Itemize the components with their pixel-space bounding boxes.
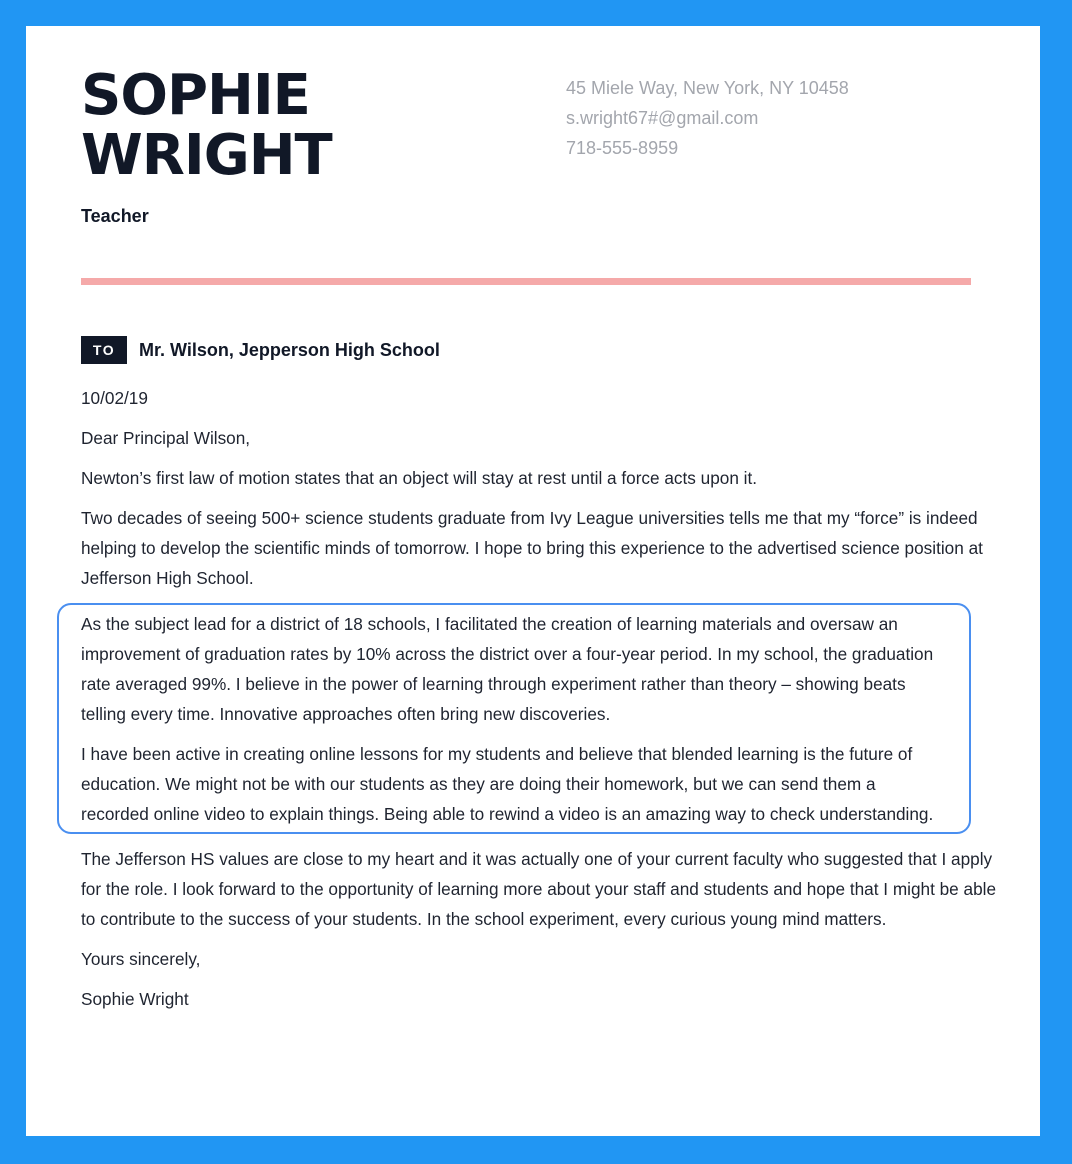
letter-greeting: Dear Principal Wilson, (81, 428, 251, 448)
to-badge: TO (81, 336, 127, 364)
last-name: WRIGHT (81, 123, 332, 188)
letter-paragraph: I have been active in creating online lessons for my students and believe that blended learning is the future of education. We might not be with our students as they are doing their homework, but we can send them a recorded online video to explain things. Being able to rewind a video is an amazing way to check understanding. (81, 744, 934, 824)
letter-paragraph: As the subject lead for a district of 18 schools, I facilitated the creation of learning materials and oversaw an improvement of graduation rates by 10% across the district over a four-year period. In my school, the graduation rate averaged 99%. I believe in the power of learning through experiment rather than theory – showing beats telling every time. Innovative approaches often bring new discoveries. (81, 614, 934, 724)
letter-body (81, 383, 1001, 1024)
header-divider (81, 278, 971, 285)
highlighted-section (57, 603, 971, 834)
letter-paragraph: The Jefferson HS values are close to my heart and it was actually one of your current faculty who suggested that I apply for the role. I look forward to the opportunity of learning more about your staff and students and hope that I might be able to contribute to the success of your students. In the school experiment, every curious young mind matters. (81, 849, 997, 929)
first-name: SOPHIE (81, 63, 310, 128)
contact-info (566, 73, 849, 163)
email-text: s.wright67#@gmail.com (566, 108, 759, 128)
address-text: 45 Miele Way, New York, NY 10458 (566, 78, 849, 98)
applicant-name (81, 63, 332, 188)
recipient-name: Mr. Wilson, Jepperson High School (139, 339, 440, 360)
letter-paragraph: Newton’s first law of motion states that an object will stay at rest until a force acts upon it. (81, 468, 758, 488)
phone-text: 718-555-8959 (566, 138, 679, 158)
letter-closing: Yours sincerely, (81, 949, 201, 969)
letter-date: 10/02/19 (81, 388, 148, 408)
letter-paragraph: Two decades of seeing 500+ science students graduate from Ivy League universities tells me that my “force” is indeed helping to develop the scientific minds of tomorrow. I hope to bring this experience to the advertised science position at Jefferson High School. (81, 508, 983, 588)
cover-letter-page (26, 26, 1040, 1136)
recipient-row (81, 336, 440, 364)
job-title: Teacher (81, 206, 149, 226)
letter-signature: Sophie Wright (81, 989, 189, 1009)
